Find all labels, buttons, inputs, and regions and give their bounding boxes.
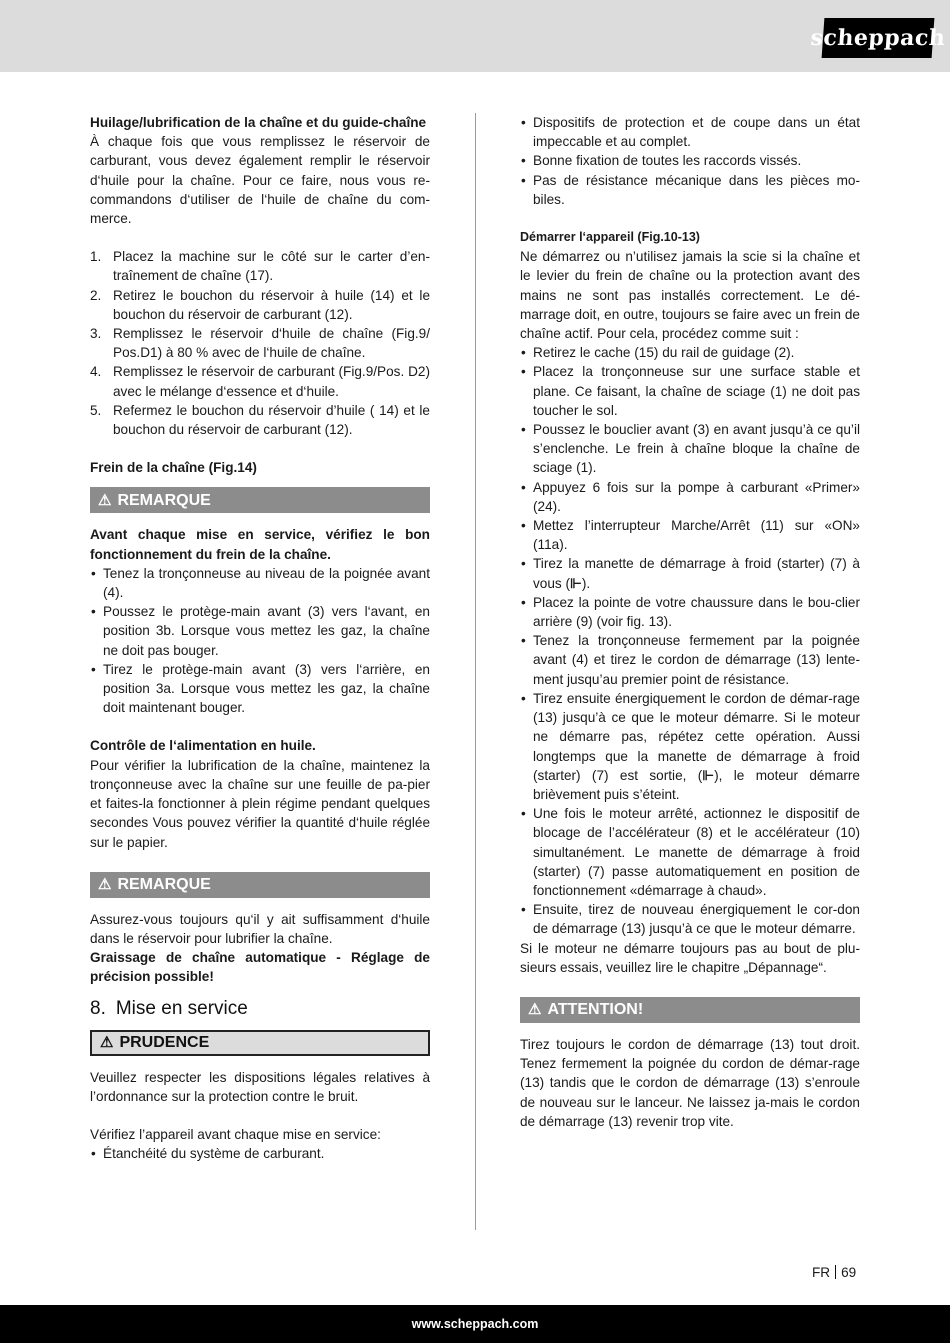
- step-item: 2. Retirez le bouchon du réservoir à huile (14) et le bouchon du réservoir de carburant (12).: [90, 287, 430, 322]
- list-item: • Tirez la manette de démarrage à froid (starter) (7) à vous (⊩).: [520, 554, 860, 592]
- footer-bar: [0, 1305, 950, 1343]
- step-item: 4. Remplissez le réservoir de carburant (Fig.9/Pos. D2) avec le mélange d‘essence et d‘huile.: [90, 364, 430, 399]
- list-item: • Étanchéité du système de carburant.: [90, 1144, 430, 1163]
- heading-chain-brake: Frein de la chaîne (Fig.14): [90, 460, 257, 476]
- list-item: • Poussez le protège-main avant (3) vers l‘avant, en position 3b. Lorsque vous mettez les gaz, la chaîne ne doit pas bouger.: [90, 602, 430, 660]
- warning-icon: ⚠: [98, 876, 112, 894]
- list-item: • Appuyez 6 fois sur la pompe à carburant «Primer» (24).: [520, 478, 860, 516]
- list-item: • Tenez la tronçonneuse au niveau de la poignée avant (4).: [90, 564, 430, 602]
- heading-oil-supply: Contrôle de l‘alimentation en huile.: [90, 738, 316, 754]
- brand-logo: scheppach: [822, 18, 935, 58]
- bold-text: Graissage de chaîne automatique - Réglage de précision possible!: [90, 950, 430, 985]
- heading-start-device: Démarrer l‘appareil (Fig.10-13): [520, 230, 700, 245]
- list-item: • Poussez le bouclier avant (3) en avant jusqu’à ce qu’il s’enclenche. Le frein à chaîne bloque la chaîne de sciage (1).: [520, 420, 860, 478]
- bullet-list: [90, 1144, 430, 1163]
- bullet-list: [520, 113, 860, 209]
- section-title: 8. Mise en service: [90, 997, 248, 1019]
- paragraph: Assurez-vous toujours qu‘il y ait suffisamment d‘huile dans le réservoir pour lubrifier la chaîne.: [90, 911, 430, 946]
- warning-icon: ⚠: [528, 1001, 542, 1019]
- step-item: 5. Refermez le bouchon du réservoir d’huile ( 14) et le bouchon du réservoir de carburant (12).: [90, 402, 430, 438]
- list-item: • Retirez le cache (15) du rail de guidage (2).: [520, 343, 860, 362]
- heading-chain-lubrication: Huilage/lubrification de la chaîne et du guide-chaîne: [90, 115, 427, 130]
- list-item: • Ensuite, tirez de nouveau énergiquement le cor-don de démarrage (13) jusqu’à ce que le moteur démarre.: [520, 900, 860, 938]
- list-item: • Tirez le protège-main avant (3) vers l‘arrière, en position 3a. Lorsque vous mettez les gaz, la chaîne doit maintenant bouger.: [90, 660, 430, 718]
- footer-url[interactable]: www.scheppach.com: [411, 1317, 539, 1331]
- page-number: FR 69: [812, 1265, 857, 1280]
- steps-list: [90, 247, 430, 439]
- list-item: • Tenez la tronçonneuse fermement par la poignée avant (4) et tirez le cordon de démarrage (13) lente-ment jusqu’au premier point de résistance.: [520, 631, 860, 689]
- choke-icon: ⊩: [570, 575, 582, 591]
- notice-attention: ⚠ ATTENTION!: [520, 997, 860, 1023]
- choke-icon: ⊩: [702, 767, 715, 783]
- list-item: • Pas de résistance mécanique dans les pièces mo-biles.: [520, 171, 860, 209]
- paragraph: Tirez toujours le cordon de démarrage (13) tout droit. Tenez fermement la poignée du cordon de démar-rage (13) tandis que le cordon de démarrage (13) s’enroule de nouveau sur le lanceur. Ne laissez ja-mais le cordon de démarrage (13) revenir trop vite.: [520, 1036, 860, 1129]
- list-item: • Mettez l’interrupteur Marche/Arrêt (11) sur «ON» (11a).: [520, 516, 860, 554]
- left-column: [90, 113, 430, 1164]
- bullet-list: [90, 564, 430, 718]
- header-bar: [0, 0, 950, 72]
- paragraph: Ne démarrez ou n’utilisez jamais la scie si la chaîne et le levier du frein de chaîne ou la protection avant des mains ne sont pas installés correctement. Le dé-marrage doit, en outre, toujours se faire avec un frein de chaîne actif. Pour cela, procédez comme suit :: [520, 249, 860, 342]
- paragraph: Veuillez respecter les dispositions légales relatives à l’ordonnance sur la protection contre le bruit.: [90, 1069, 430, 1104]
- paragraph: Pour vérifier la lubrification de la chaîne, maintenez la tronçonneuse avec la chaîne sur une feuille de pa-pier et faites-la fonctionner à plein régime pendant quelques secondes Vous pouvez vérifier la quantité d‘huile réglée sur le papier.: [90, 757, 430, 850]
- warning-icon: ⚠: [100, 1034, 114, 1052]
- notice-remark: ⚠ REMARQUE: [90, 487, 430, 513]
- right-column: [520, 113, 860, 1131]
- paragraph: Si le moteur ne démarre toujours pas au bout de plu-sieurs essais, veuillez lire le chapitre „Dépannage“.: [520, 940, 860, 975]
- paragraph: À chaque fois que vous remplissez le réservoir de carburant, vous devez également remplir le réservoir d‘huile pour la chaîne. Pour ce faire, nous vous re-commandons d‘utiliser de l‘huile de chaîne du com-merce.: [90, 134, 430, 227]
- bold-text: Avant chaque mise en service, vérifiez le bon fonctionnement du frein de la chaîne.: [90, 527, 430, 562]
- list-item: • Placez la tronçonneuse sur une surface stable et plane. Ce faisant, la chaîne de sciage (1) ne doit pas toucher le sol.: [520, 362, 860, 420]
- paragraph: Vérifiez l’appareil avant chaque mise en service:: [90, 1127, 381, 1143]
- step-item: 1. Placez la machine sur le côté sur le carter d’en-traînement de chaîne (17).: [90, 249, 430, 284]
- list-item: • Placez la pointe de votre chaussure dans le bou-clier arrière (9) (voir fig. 13).: [520, 593, 860, 631]
- list-item: • Bonne fixation de toutes les raccords vissés.: [520, 151, 860, 170]
- bullet-list: [520, 343, 860, 938]
- list-item: • Dispositifs de protection et de coupe dans un état impeccable et au complet.: [520, 113, 860, 151]
- notice-caution: ⚠ PRUDENCE: [90, 1030, 430, 1056]
- list-item: • Une fois le moteur arrêté, actionnez le dispositif de blocage de l’accélérateur (8) et le accélérateur (10) simultanément. Le manette de démarrage à froid (starter) (7) passe automatiquement en position de fonctionnement «démarrage à chaud».: [520, 804, 860, 900]
- list-item: • Tirez ensuite énergiquement le cordon de démar-rage (13) jusqu’à ce que le moteur démarre. Si le moteur ne démarre pas, répétez cette opération. Aussi longtemps que la manette de démarrage à froid (starter) (7) est sortie, (⊩), le moteur démarre brièvement puis s’éteint.: [520, 689, 860, 804]
- notice-remark: ⚠ REMARQUE: [90, 872, 430, 898]
- warning-icon: ⚠: [98, 491, 112, 509]
- step-item: 3. Remplissez le réservoir d‘huile de chaîne (Fig.9/ Pos.D1) à 80 % avec de l‘huile de chaîne.: [90, 326, 430, 361]
- column-divider: [475, 113, 476, 1230]
